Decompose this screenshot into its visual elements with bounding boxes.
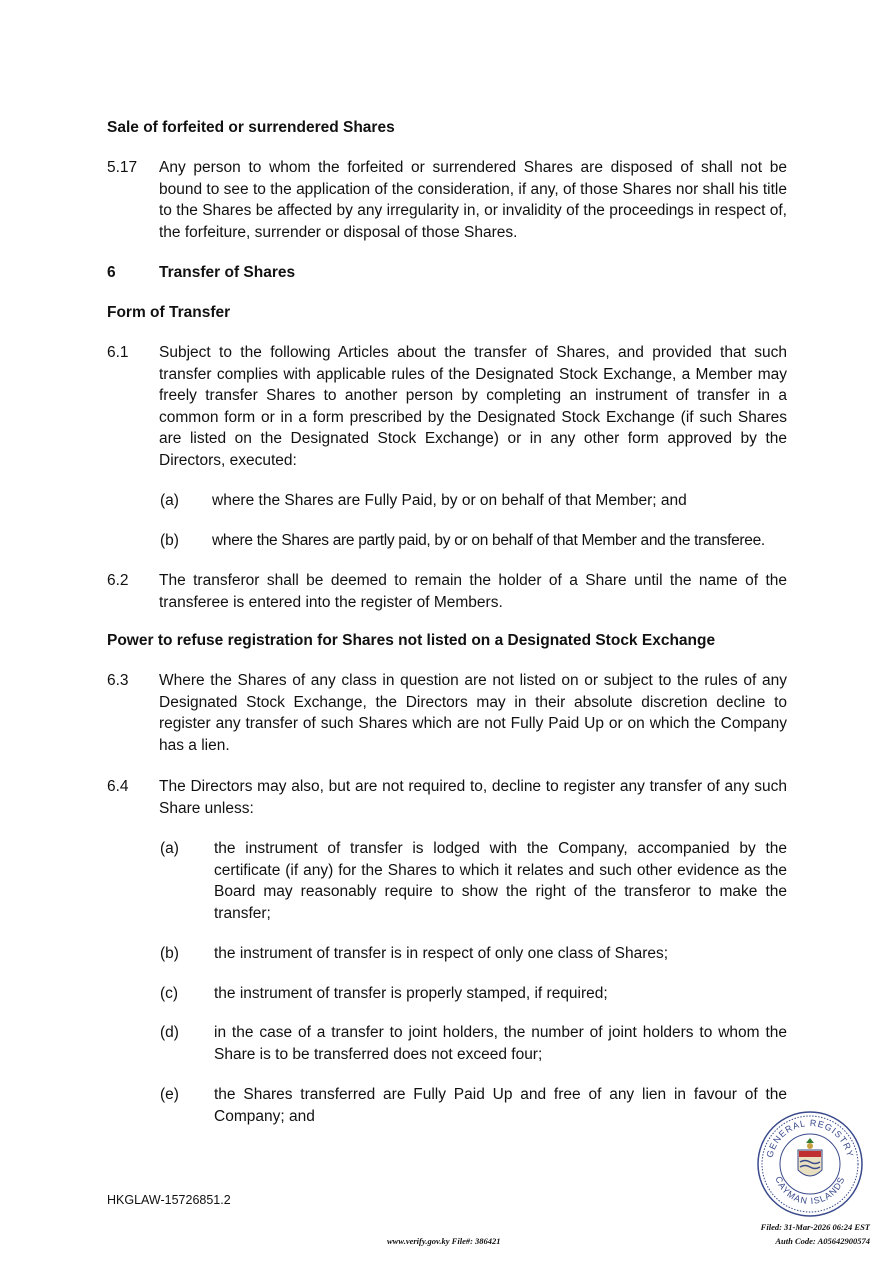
heading-form-of-transfer: Form of Transfer — [107, 304, 231, 321]
section-title-transfer-of-shares: Transfer of Shares — [159, 264, 296, 281]
clause-6-3-text: Where the Shares of any class in question are not listed on or subject to the rules of any Designated Stock Exchange, the Directors may in their absolute discretion decline to register any transfer of such Shares which are not Fully Paid Up or on which the Company has a lien. — [159, 672, 787, 754]
clause-6-1-text: Subject to the following Articles about the transfer of Shares, and provided that such transfer complies with applicable rules of the Designated Stock Exchange, a Member may freely transfer Shares to another person by completing an instrument of transfer in a common form or in a form prescribed by the Designated Stock Exchange (if such Shares are listed on the Designated Stock Exchange) or in any other form approved by the Directors, executed: — [159, 344, 787, 469]
subclause-letter: (a) — [160, 840, 179, 857]
svg-text:GENERAL REGISTRY: GENERAL REGISTRY — [764, 1117, 856, 1159]
subclause-letter: (b) — [160, 945, 179, 962]
clause-6-2-text: The transferor shall be deemed to remain the holder of a Share until the name of the transferee is entered into the register of Members. — [159, 572, 787, 611]
clause-6-4-c-text: the instrument of transfer is properly stamped, if required; — [214, 985, 608, 1002]
heading-sale-of-forfeited-shares: Sale of forfeited or surrendered Shares — [107, 119, 395, 136]
section-number: 6 — [107, 264, 116, 281]
clause-6-4-text: The Directors may also, but are not required to, decline to register any transfer of any such Share unless: — [159, 778, 787, 817]
clause-6-1-b-text: where the Shares are partly paid, by or on behalf of that Member and the transferee. — [212, 532, 765, 549]
filed-timestamp: Filed: 31-Mar-2026 06:24 EST — [760, 1222, 870, 1232]
subclause-letter: (d) — [160, 1024, 179, 1041]
clause-6-4-b-text: the instrument of transfer is in respect of only one class of Shares; — [214, 945, 669, 962]
clause-5-17-text: Any person to whom the forfeited or surrendered Shares are disposed of shall not be bound to see to the application of the consideration, if any, of those Shares nor shall his title to the Shares be affected by any irregularity in, or invalidity of the proceedings in respect of, the forfeiture, surrender or disposal of those Shares. — [159, 159, 787, 241]
clause-number: 6.3 — [107, 672, 129, 689]
clause-6-4-e-text: the Shares transferred are Fully Paid Up and free of any lien in favour of the Company; and — [214, 1086, 787, 1125]
subclause-letter: (b) — [160, 532, 179, 549]
clause-6-4-a-text: the instrument of transfer is lodged with the Company, accompanied by the certificate (if any) for the Shares to which it relates and such other evidence as the Board may reasonably require to show the right of the transferor to make the transfer; — [214, 840, 787, 922]
general-registry-seal-icon — [756, 1110, 864, 1218]
clause-number: 6.2 — [107, 572, 129, 589]
svg-text:CAYMAN ISLANDS: CAYMAN ISLANDS — [773, 1174, 847, 1207]
auth-code: Auth Code: A05642900574 — [775, 1236, 870, 1246]
verify-file-number: www.verify.gov.ky File#: 386421 — [387, 1236, 501, 1246]
clause-number: 6.1 — [107, 344, 129, 361]
clause-6-4-d-text: in the case of a transfer to joint holders, the number of joint holders to whom the Share is to be transferred does not exceed four; — [214, 1024, 787, 1063]
subclause-letter: (a) — [160, 492, 179, 509]
clause-6-1-a-text: where the Shares are Fully Paid, by or on behalf of that Member; and — [212, 492, 687, 509]
subclause-letter: (c) — [160, 985, 179, 1002]
heading-power-to-refuse-registration: Power to refuse registration for Shares not listed on a Designated Stock Exchange — [107, 632, 716, 649]
clause-number: 6.4 — [107, 778, 129, 795]
document-reference: HKGLAW-15726851.2 — [107, 1193, 231, 1207]
clause-number: 5.17 — [107, 159, 138, 176]
subclause-letter: (e) — [160, 1086, 179, 1103]
